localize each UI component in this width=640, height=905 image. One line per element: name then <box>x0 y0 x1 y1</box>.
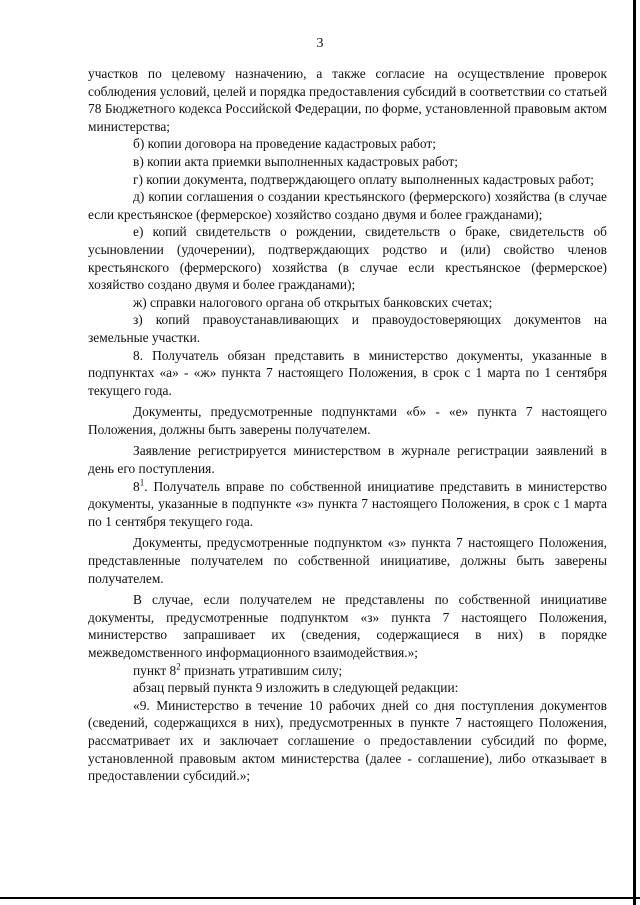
paragraph-item-zh: ж) справки налогового органа об открытых банковских счетах; <box>133 294 493 310</box>
document-body <box>88 65 607 785</box>
paragraph-clause-8-registration: Заявление регистрируется министерством в журнале регистрации заявлений в день его поступления. <box>88 443 607 477</box>
paragraph-item-b: б) копии договора на проведение кадастровых работ; <box>133 136 436 152</box>
paragraph-clause-8: 8. Получатель обязан представить в министерство документы, указанные в подпунктах «а» - «ж» пункта 7 настоящего Положения, в срок с 1 марта по 1 сентября текущего года. <box>88 347 607 398</box>
paragraph-clause-8-2-repeal <box>88 662 607 680</box>
clause-prefix: пункт 8 <box>133 662 177 678</box>
scan-border-bottom <box>0 897 640 899</box>
paragraph-clause-8-certification: Документы, предусмотренные подпунктами «б» - «е» пункта 7 настоящего Положения, должны быть заверены получателем. <box>88 404 607 437</box>
paragraph-item-v: в) копии акта приемки выполненных кадастровых работ; <box>133 153 458 169</box>
scan-border-right <box>633 0 636 905</box>
paragraph-item-z: з) копий правоустанавливающих и правоудостоверяющих документов на земельные участки. <box>88 312 607 345</box>
paragraph-item-e: е) копий свидетельств о рождении, свидетельств о браке, свидетельств об усыновлении (удочерении), подтверждающих родство и (или) свойство членов крестьянского (фермерского) хозяйства (в случае если крестьянское (фермерское) хозяйство создано двумя и более гражданами); <box>88 224 607 293</box>
clause-text: признать утратившим силу; <box>180 662 343 678</box>
paragraph-item-g: г) копии документа, подтверждающего оплату выполненных кадастровых работ; <box>133 171 595 187</box>
paragraph-clause-9-intro: абзац первый пункта 9 изложить в следующей редакции: <box>133 680 459 696</box>
paragraph-recipient-consent: участков по целевому назначению, а также согласие на осуществление проверок соблюдения условий, целей и порядка предоставления субсидий в соответствии со статьей 78 Бюджетного кодекса Российской Федерации, по форме, установленной правовым актом министерства; <box>88 66 607 134</box>
clause-superscript: 2 <box>176 661 181 672</box>
paragraph-clause-8-1-certification: Документы, предусмотренные подпунктом «з» пункта 7 настоящего Положения, представленные получателем по собственной инициативе, должны быть заверены получателем. <box>88 535 607 586</box>
clause-number: 8 <box>133 478 140 494</box>
clause-text: . Получатель вправе по собственной инициативе представить в министерство документы, указанные в подпункте «з» пункта 7 настоящего Положения, в срок с 1 марта по 1 сентября текущего года. <box>88 478 607 529</box>
paragraph-clause-8-1 <box>88 478 607 531</box>
paragraph-clause-9: «9. Министерство в течение 10 рабочих дней со дня поступления документов (сведений, содержащихся в них), предусмотренных в пункте 7 настоящего Положения, рассматривает их и заключает соглашение о предоставлении субсидий по форме, установленной правовым актом министерства (далее - соглашение), либо отказывает в предоставлении субсидий.»; <box>88 697 607 784</box>
page-number: 3 <box>316 36 324 51</box>
paragraph-item-d: д) копии соглашения о создании крестьянского (фермерского) хозяйства (в случае если крестьянское (фермерское) хозяйство создано двумя и более гражданами); <box>88 189 607 222</box>
paragraph-clause-8-1-request: В случае, если получателем не представлены по собственной инициативе документы, предусмотренные подпунктом «з» пункта 7 настоящего Положения, министерство запрашивает их (сведения, содержащиеся в них) в порядке межведомственного информационного взаимодействия.»; <box>88 592 607 660</box>
clause-superscript: 1 <box>139 477 145 488</box>
